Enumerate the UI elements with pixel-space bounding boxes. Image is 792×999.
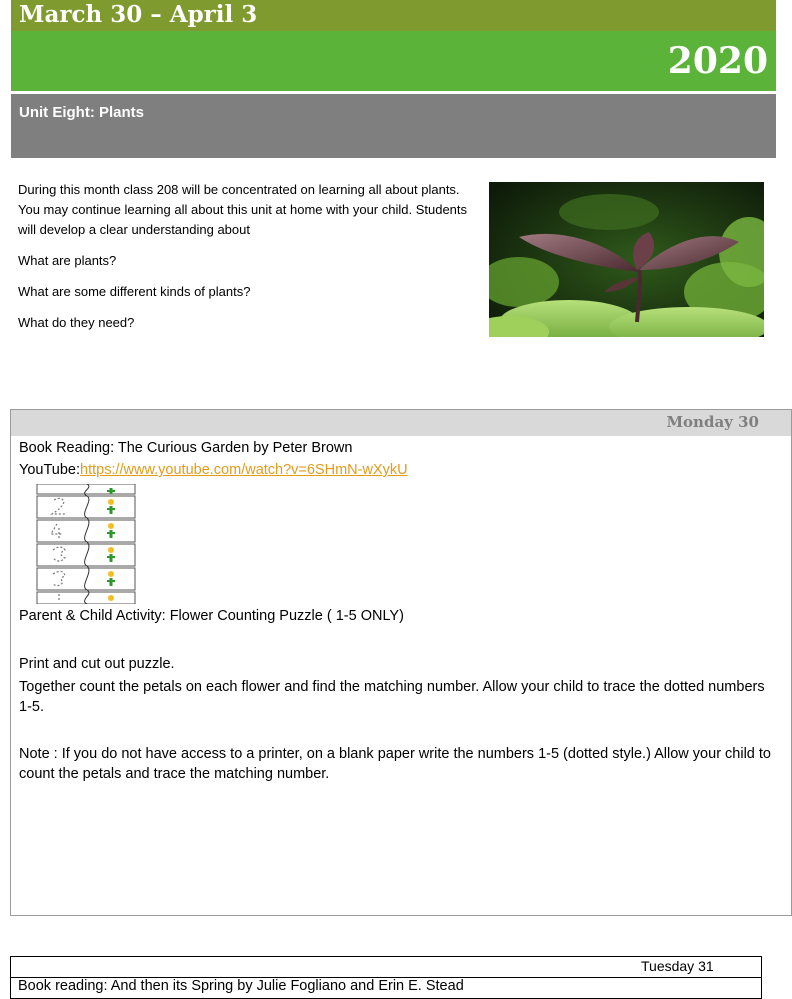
monday-note: Note : If you do not have access to a printer, on a blank paper write the numbers 1-5 (dotted style.) Allow your child to count the petals and trace the matching number. [19,746,771,782]
question-3: What do they need? [18,315,135,330]
unit-title: Unit Eight: Plants [19,104,144,121]
monday-section [10,409,792,916]
monday-step-print: Print and cut out puzzle. [19,656,175,672]
plant-photo [489,182,764,337]
monday-day-label: Monday 30 [666,413,759,431]
youtube-label: YouTube: [19,462,81,478]
year-banner [11,31,776,91]
tuesday-book-row [10,977,762,999]
year-title: 2020 [667,40,768,82]
flower-counting-puzzle-image [19,484,137,604]
tuesday-header [10,956,762,978]
monday-book-reading: Book Reading: The Curious Garden by Peter Brown [19,440,353,456]
monday-header [11,410,791,436]
intro-section [18,180,478,333]
intro-paragraph: During this month class 208 will be concentrated on learning all about plants. You may continue learning all about this unit at home with your child. Students will develop a clear understanding about [18,182,468,237]
monday-youtube-line [19,462,408,478]
date-range-title: March 30 – April 3 [19,1,258,28]
unit-banner [11,94,776,158]
monday-activity-title: Parent & Child Activity: Flower Counting Puzzle ( 1-5 ONLY) [19,608,404,624]
youtube-link[interactable]: https://www.youtube.com/watch?v=6SHmN-wXykU [80,462,408,478]
tuesday-book-reading: Book reading: And then its Spring by Julie Fogliano and Erin E. Stead [18,978,464,994]
question-2: What are some different kinds of plants? [18,284,251,299]
monday-step-count: Together count the petals on each flower and find the matching number. Allow your child to trace the dotted numbers 1-5. [19,679,765,715]
question-1: What are plants? [18,253,117,268]
tuesday-day-label: Tuesday 31 [641,958,714,974]
date-range-banner [11,0,776,31]
